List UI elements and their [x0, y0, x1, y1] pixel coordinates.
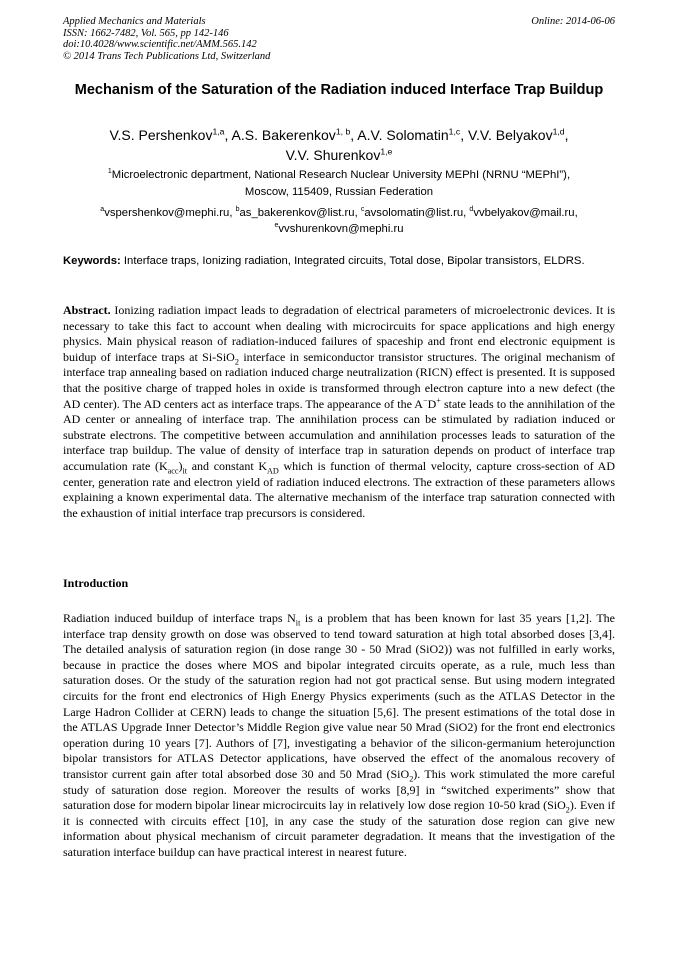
abstract-label: Abstract. [63, 303, 111, 317]
journal-issn: ISSN: 1662-7482, Vol. 565, pp 142-146 [63, 27, 229, 39]
author-emails: $^a$vspershenkov@mephi.ru, $^b$as_bakerenkov@list.ru, $^c$avsolomatin@list.ru, $^d$vvbelyakov@mail.ru, $^e$vvshurenkovn@mephi.ru [100, 206, 578, 235]
keywords [63, 253, 615, 269]
online-date: Online: 2014-06-06 [531, 16, 615, 27]
email[interactable]: $^c$avsolomatin@list.ru [360, 206, 464, 219]
affiliation: $^1$Microelectronic department, National Research Nuclear University MEPhI (NRNU “MEPhI”), Moscow, 115409, Russian Federation [107, 168, 571, 198]
email[interactable]: $^e$vvshurenkovn@mephi.ru [274, 222, 404, 235]
paper-title: Mechanism of the Saturation of the Radiation induced Interface Trap Buildup [74, 82, 604, 98]
author: V.V. Belyakov$^{1,d}$, [467, 126, 569, 143]
abstract: Abstract. Ionizing radiation impact leads to degradation of electrical parameters of microelectronic devices. It is necessary to take this fact to account when dealing with microcircuits for space applications and high energy physics. Main physical reason of radiation-induced failures of spaceship and front end electronic equipment is buidup of interface traps at Si-SiO$_2$ interface in semiconductor transistor structures. The original mechanism of interface trap annealing based on radiation induced charge neutralization (RICN) effect is presented. It is supposed that the positive charge of trapped holes in oxide is transformed through electron capture into a new defect (the AD center). The AD centers act as interface traps. The appearance of the A−D+ state leads to the annihilation of the AD center or annealing of interface trap. The annihilation process can be stimulated by radiation induced or substrate electrons. The competitive between accumulation and annihilation processes leads to saturation of the interface trap buildup. The value of density of interface trap in saturation depends on product of interface trap accumulation rate $(K_{acc})_{it}$ and constant $K_{AD}$ which is function of thermal velocity, capture cross-section of AD center, generation rate and electron yield of radiation induced electrons. The extraction of these parameters allows explaining a known experimental data. The alternative mechanism of the interface trap saturation connected with the exhaustion of initial interface trap precursors is considered. [63, 303, 616, 520]
introduction-paragraph: Radiation induced buildup of interface traps $N_{it}$ is a problem that has been known for last 35 years [1,2]. The interface trap density growth on dose was observed to tend toward saturation at high total absorbed doses [3,4]. The detailed analysis of saturation region (in dose range 30 - 50 Mrad (SiO2)) was not fulfilled in early works, because in practice the doses where MOS and bipolar integrated circuits operate, as a rule, much less than saturation doses. Or the study of the saturation region had not got practical sense. But using modern integrated circuits for the front end electronics of High Energy Physics experiments (such as the ATLAS Detector in the Large Hadron Collider at CERN) leads to change the situation [5,6]. The present estimations of the total dose in the ATLAS Upgrade Inner Detector’s Middle Region give value near 50 Mrad (SiO2) for the front end electronics operation during 10 years [7]. Authors of [7], investigating a behavior of the silicon-germanium heterojunction bipolar transistors for ATLAS Detector applications, have observed the effect of the anomalous recovery of transistor current gain after total absorbed dose 30 and 50 Mrad (SiO$_2$). This work stimulated the more careful study of saturation dose region. Moreover the results of works [8,9] in “switched experiments” show that saturation dose for modern bipolar linear microcircuits lay in relatively low dose region 10-50 krad (SiO$_2$). Even if it is connected with circuits effect [10], in any case the study of the saturation dose region can give new information about physical mechanism of circuit parameter degradation. It means that the investigation of the saturation interface buildup can have practical interest in nearest future. [63, 611, 616, 859]
author: A.V. Solomatin$^{1,c}$, [357, 126, 468, 143]
email[interactable]: $^a$vspershenkov@mephi.ru [100, 206, 230, 219]
author: V.S. Pershenkov$^{1,a}$, [109, 126, 232, 143]
author-list [63, 125, 615, 165]
section-heading-introduction: Introduction [63, 576, 129, 590]
author: A.S. Bakerenkov$^{1, b}$, [231, 126, 358, 143]
author: V.V. Shurenkov$^{1,e}$ [285, 146, 393, 163]
email[interactable]: $^b$as_bakerenkov@list.ru [235, 206, 355, 219]
keywords-text: Interface traps, Ionizing radiation, Integrated circuits, Total dose, Bipolar transistors, ELDRS. [123, 255, 585, 267]
keywords-label: Keywords: [63, 255, 121, 267]
journal-doi: doi:10.4028/www.scientific.net/AMM.565.142 [63, 39, 257, 51]
journal-header [63, 16, 615, 62]
journal-name: Applied Mechanics and Materials [63, 16, 206, 27]
journal-copyright: © 2014 Trans Tech Publications Ltd, Switzerland [63, 50, 271, 62]
email[interactable]: $^d$vvbelyakov@mail.ru [469, 206, 575, 219]
